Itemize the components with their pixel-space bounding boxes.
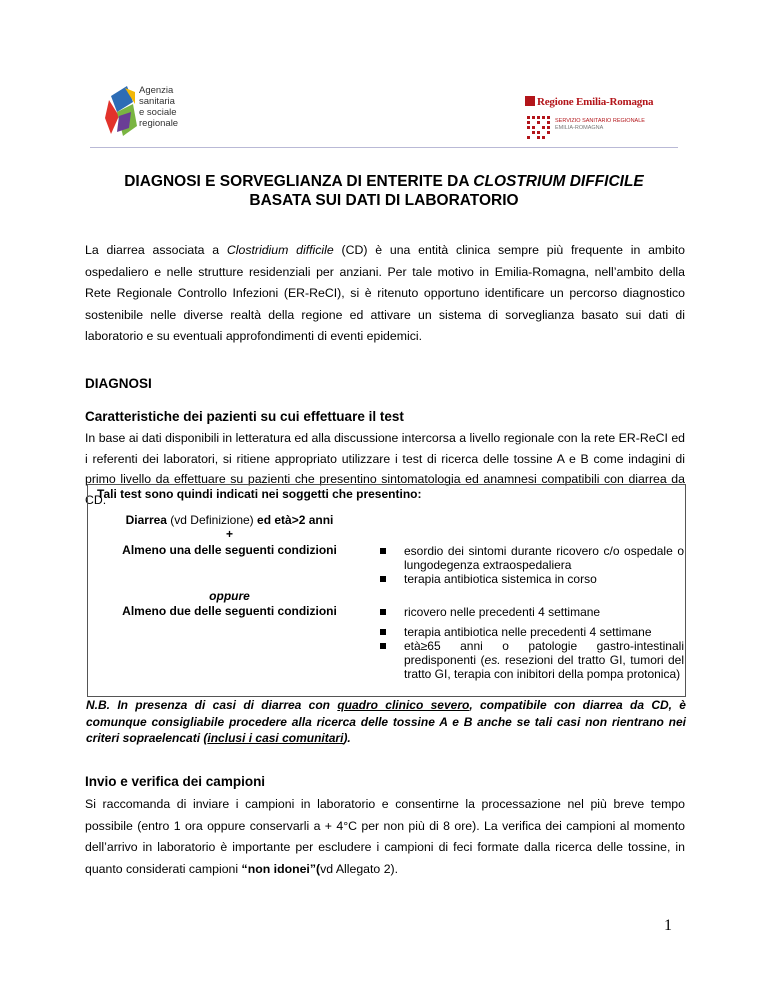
header-divider — [90, 147, 678, 148]
criteria-box — [87, 484, 686, 697]
title-line2: BASATA SUI DATI DI LABORATORIO — [249, 192, 519, 209]
list-item: terapia antibiotica nelle precedenti 4 settimane — [378, 625, 684, 639]
agenzia-logo-line: sanitaria — [139, 96, 175, 107]
agenzia-logo-line: Agenzia — [139, 85, 174, 96]
ssr-service-name: SERVIZIO SANITARIO REGIONALE — [555, 118, 645, 124]
criteria-almeno-due: Almeno due delle seguenti condizioni — [122, 604, 337, 618]
criteria-box-title: Tali test sono quindi indicati nei soggetti che presentino: — [97, 487, 422, 501]
criteria-plus: + — [225, 527, 233, 541]
agenzia-logo-line: e sociale — [139, 107, 177, 118]
agenzia-logo-icon — [105, 82, 139, 138]
agenzia-logo-line: regionale — [139, 118, 179, 129]
criteria-diarrea: Diarrea (vd Definizione) ed età>2 anni — [125, 513, 334, 527]
invio-paragraph: Si raccomanda di inviare i campioni in laboratorio e consentirne la processazione nel più breve tempo possibile (entro 1 ora oppure conservarli a + 4°C per non più di 8 ore). La verifica dei campioni al momento dell’arrivo in laboratorio è importante per escludere i campioni di feci formate dalla ricerca delle tossine, in quanto considerati campioni “non idonei”(vd Allegato 2). — [85, 797, 685, 876]
page-number: 1 — [664, 917, 672, 934]
nota-bene: N.B. In presenza di casi di diarrea con quadro clinico severo, compatibile con diarrea da CD, è comunque consigliabile procedere alla ricerca delle tossine A e B anche se tali casi non rientrano nei criteri sopraelencati (inclusi i casi comunitari). — [86, 698, 686, 745]
regione-logo — [525, 96, 670, 142]
title-line1: DIAGNOSI E SORVEGLIANZA DI ENTERITE DA — [124, 173, 474, 190]
regione-mark-icon — [525, 96, 535, 106]
organism-name: Clostridium difficile — [226, 243, 334, 257]
subsection-heading-invio: Invio e verifica dei campioni — [85, 774, 266, 789]
caratteristiche-paragraph: In base ai dati disponibili in letteratura ed alla discussione intercorsa a livello regionale con la rete ER-ReCI ed i referenti dei laboratori, si ritiene appropriato utilizzare i test di ricerca delle tossine A e B come indagini di primo livello da effettuare su pazienti che presentino sintomatologia ed anamnesi compatibili con diarrea da CD. — [85, 431, 685, 507]
criteria-almeno-una: Almeno una delle seguenti condizioni — [122, 543, 337, 557]
page-title — [60, 172, 708, 210]
agenzia-logo — [105, 82, 245, 142]
subsection-heading-caratteristiche: Caratteristiche dei pazienti su cui effettuare il test — [85, 409, 404, 424]
regione-name: Regione Emilia-Romagna — [537, 96, 654, 108]
criteria-list-one — [378, 544, 684, 586]
title-organism: CLOSTRIUM DIFFICILE — [473, 173, 644, 190]
ssr-grid-icon — [527, 116, 551, 140]
criteria-list-two — [378, 605, 684, 681]
list-item: età≥65 anni o patologie gastro-intestinali predisponenti (es. resezioni del tratto GI, tumori del tratto GI, terapia con inibitori della pompa protonica) — [378, 639, 684, 681]
criteria-oppure: oppure — [209, 589, 250, 603]
list-item: ricovero nelle precedenti 4 settimane — [378, 605, 684, 619]
section-heading-diagnosi: DIAGNOSI — [85, 376, 152, 391]
ssr-region-name: EMILIA-ROMAGNA — [555, 125, 604, 131]
list-item: terapia antibiotica sistemica in corso — [378, 572, 684, 586]
intro-paragraph: La diarrea associata a Clostridium difficile (CD) è una entità clinica sempre più frequente in ambito ospedaliero e nelle strutture residenziali per anziani. Per tale motivo in Emilia-Romagna, nell’ambito della Rete Regionale Controllo Infezioni (ER-ReCI), si è ritenuto opportuno identificare un percorso diagnostico sostenibile nelle diverse realtà della regione ed attivare un sistema di sorveglianza basato sui dati di laboratorio e su eventuali approfondimenti di eventi epidemici. — [85, 243, 685, 343]
list-item: esordio dei sintomi durante ricovero c/o ospedale o lungodegenza extraospedaliera — [378, 544, 684, 572]
